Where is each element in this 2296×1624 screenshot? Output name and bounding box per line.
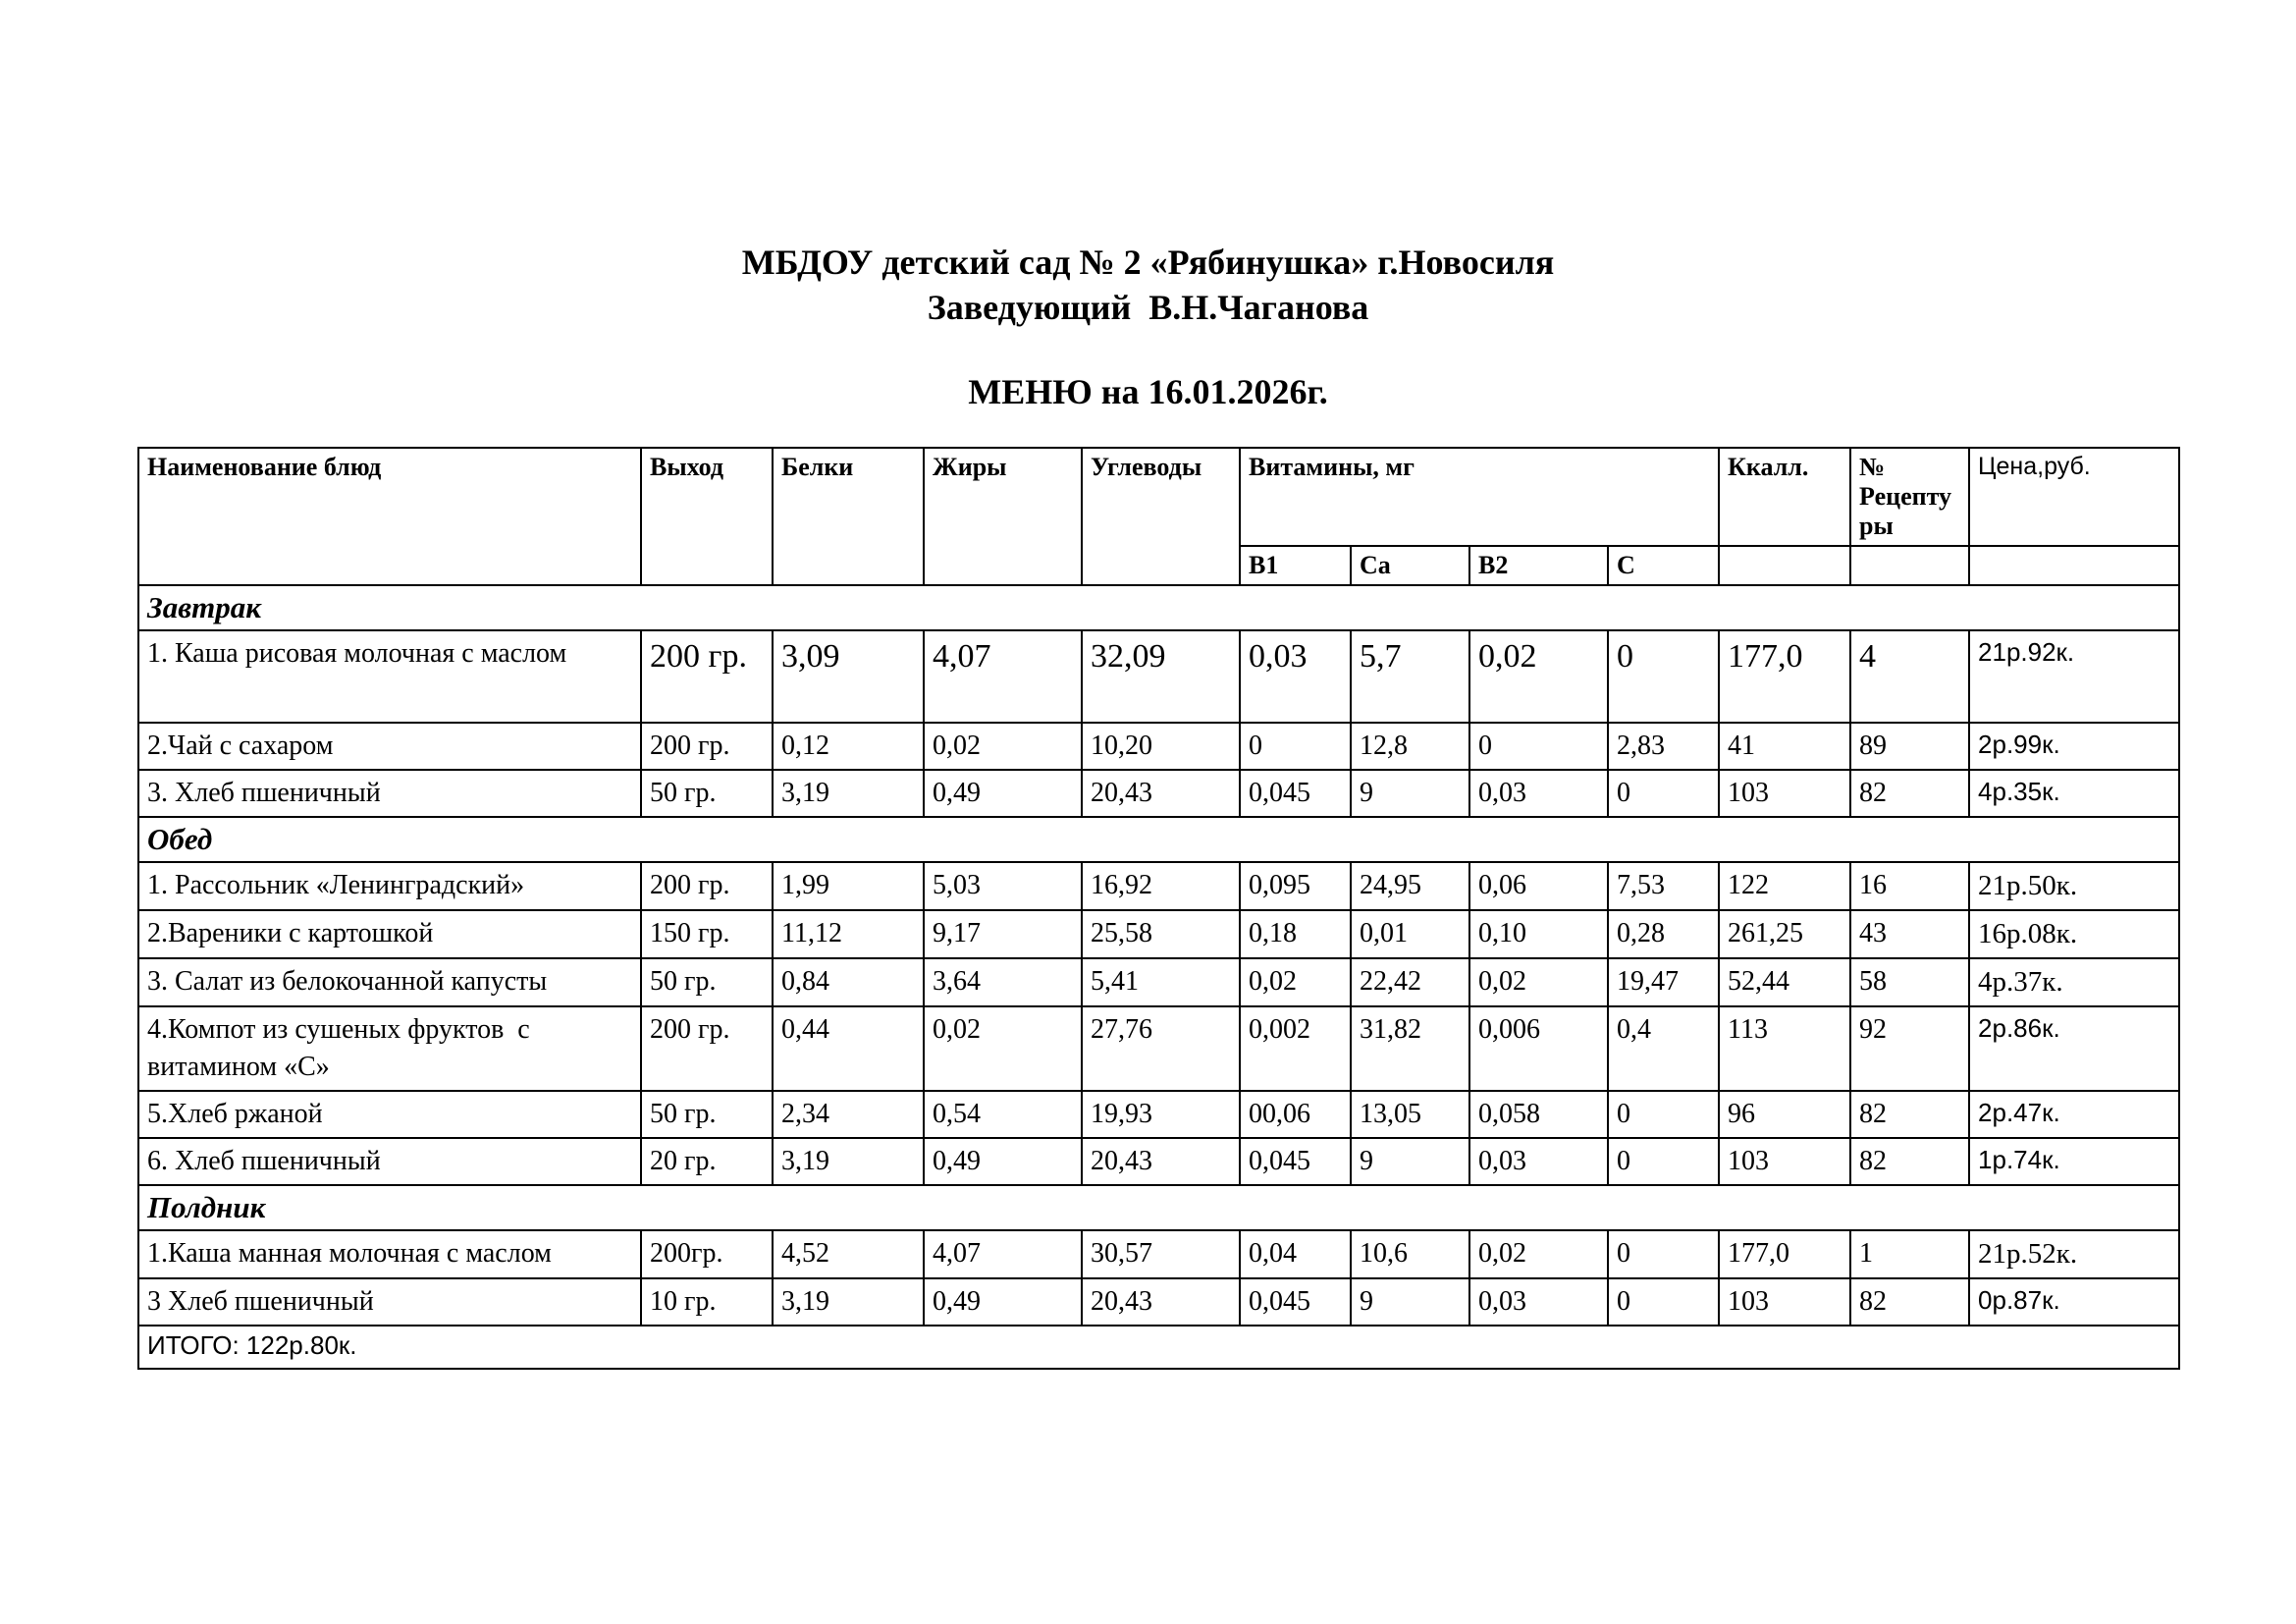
portion-cell: 200 гр. [641,1006,773,1091]
subcolumn-header-ca: Ca [1351,546,1469,585]
value-cell: 103 [1719,1278,1850,1326]
value-cell: 31,82 [1351,1006,1469,1091]
document-title: МБДОУ детский сад № 2 «Рябинушка» г.Новосиля [741,243,1555,282]
portion-cell: 200гр. [641,1230,773,1278]
value-cell: 7,53 [1608,862,1719,910]
value-cell: 82 [1850,1091,1969,1138]
portion-cell: 150 гр. [641,910,773,958]
value-cell: 0,28 [1608,910,1719,958]
value-cell: 177,0 [1719,1230,1850,1278]
table-row [138,1006,2179,1091]
value-cell: 0,10 [1469,910,1608,958]
table-footer [138,1326,2179,1369]
value-cell: 10,20 [1082,723,1240,770]
value-cell: 0,44 [773,1006,924,1091]
value-cell: 20,43 [1082,1138,1240,1185]
portion-cell: 50 гр. [641,1091,773,1138]
value-cell: 261,25 [1719,910,1850,958]
portion-cell: 20 гр. [641,1138,773,1185]
dish-name-cell: 3 Хлеб пшеничный [138,1278,641,1326]
value-cell: 0,49 [924,1278,1082,1326]
empty-subheader-cell [1719,546,1850,585]
value-cell: 103 [1719,1138,1850,1185]
section-title: Полдник [138,1185,2179,1230]
value-cell: 0 [1608,630,1719,723]
section-header-row [138,1185,2179,1230]
value-cell: 0,02 [1469,630,1608,723]
value-cell: 82 [1850,1278,1969,1326]
value-cell: 0 [1240,723,1351,770]
value-cell: 19,47 [1608,958,1719,1006]
value-cell: 3,19 [773,770,924,817]
value-cell: 0,02 [1240,958,1351,1006]
value-cell: 0 [1608,1091,1719,1138]
price-cell: 2р.86к. [1969,1006,2179,1091]
empty-subheader-cell [1969,546,2179,585]
value-cell: 3,64 [924,958,1082,1006]
value-cell: 0,02 [1469,1230,1608,1278]
table-row [138,1091,2179,1138]
price-cell: 4р.35к. [1969,770,2179,817]
dish-name-cell: 2.Чай с сахаром [138,723,641,770]
total-row [138,1326,2179,1369]
value-cell: 5,03 [924,862,1082,910]
column-header-recipe-number: № Рецептуры [1850,448,1969,546]
portion-cell: 50 гр. [641,958,773,1006]
dish-name-cell: 6. Хлеб пшеничный [138,1138,641,1185]
value-cell: 0 [1608,1230,1719,1278]
value-cell: 103 [1719,770,1850,817]
value-cell: 2,83 [1608,723,1719,770]
dish-name-cell: 3. Салат из белокочанной капусты [138,958,641,1006]
value-cell: 32,09 [1082,630,1240,723]
value-cell: 41 [1719,723,1850,770]
value-cell: 0,02 [924,723,1082,770]
value-cell: 0 [1469,723,1608,770]
document-subtitle: Заведующий В.Н.Чаганова [927,288,1369,327]
value-cell: 0,06 [1469,862,1608,910]
value-cell: 0,54 [924,1091,1082,1138]
price-cell: 21р.92к. [1969,630,2179,723]
menu-table [137,447,2180,1370]
price-cell: 21р.52к. [1969,1230,2179,1278]
price-cell: 21р.50к. [1969,862,2179,910]
value-cell: 4,07 [924,1230,1082,1278]
subcolumn-header-c: C [1608,546,1719,585]
table-header [138,448,2179,585]
section-title: Завтрак [138,585,2179,630]
value-cell: 3,09 [773,630,924,723]
value-cell: 9 [1351,1138,1469,1185]
section-header-row [138,585,2179,630]
value-cell: 00,06 [1240,1091,1351,1138]
value-cell: 0,03 [1240,630,1351,723]
dish-name-cell: 1. Каша рисовая молочная с маслом [138,630,641,723]
dish-name-cell: 1. Рассольник «Ленинградский» [138,862,641,910]
value-cell: 4 [1850,630,1969,723]
column-header-kcal: Ккалл. [1719,448,1850,546]
value-cell: 11,12 [773,910,924,958]
value-cell: 0,18 [1240,910,1351,958]
portion-cell: 200 гр. [641,630,773,723]
section-title: Обед [138,817,2179,862]
price-cell: 1р.74к. [1969,1138,2179,1185]
value-cell: 10,6 [1351,1230,1469,1278]
dish-name-cell: 5.Хлеб ржаной [138,1091,641,1138]
table-row [138,1230,2179,1278]
column-header-vitamins: Витамины, мг [1240,448,1719,546]
value-cell: 0,006 [1469,1006,1608,1091]
value-cell: 2,34 [773,1091,924,1138]
price-cell: 16р.08к. [1969,910,2179,958]
value-cell: 58 [1850,958,1969,1006]
value-cell: 0,49 [924,770,1082,817]
value-cell: 0,12 [773,723,924,770]
value-cell: 89 [1850,723,1969,770]
value-cell: 9 [1351,770,1469,817]
table-row [138,862,2179,910]
value-cell: 0,49 [924,1138,1082,1185]
table-row [138,910,2179,958]
value-cell: 3,19 [773,1278,924,1326]
value-cell: 92 [1850,1006,1969,1091]
value-cell: 13,05 [1351,1091,1469,1138]
value-cell: 1 [1850,1230,1969,1278]
column-header-price: Цена,руб. [1969,448,2179,546]
table-body [138,585,2179,1326]
value-cell: 1,99 [773,862,924,910]
value-cell: 4,07 [924,630,1082,723]
value-cell: 16,92 [1082,862,1240,910]
table-row [138,1138,2179,1185]
subcolumn-header-b1: B1 [1240,546,1351,585]
value-cell: 0,045 [1240,1278,1351,1326]
price-cell: 0р.87к. [1969,1278,2179,1326]
value-cell: 9 [1351,1278,1469,1326]
column-header-carbs: Углеводы [1082,448,1240,585]
value-cell: 0,02 [1469,958,1608,1006]
price-cell: 2р.47к. [1969,1091,2179,1138]
value-cell: 19,93 [1082,1091,1240,1138]
value-cell: 0,04 [1240,1230,1351,1278]
value-cell: 96 [1719,1091,1850,1138]
value-cell: 0 [1608,770,1719,817]
menu-date-title: МЕНЮ на 16.01.2026г. [968,372,1328,411]
subcolumn-header-b2: B2 [1469,546,1608,585]
value-cell: 0 [1608,1138,1719,1185]
table-row [138,770,2179,817]
portion-cell: 50 гр. [641,770,773,817]
table-row [138,1278,2179,1326]
header-row-main [138,448,2179,546]
value-cell: 52,44 [1719,958,1850,1006]
value-cell: 25,58 [1082,910,1240,958]
value-cell: 82 [1850,770,1969,817]
empty-subheader-cell [1850,546,1969,585]
value-cell: 5,7 [1351,630,1469,723]
value-cell: 16 [1850,862,1969,910]
column-header-portion: Выход [641,448,773,585]
table-row [138,723,2179,770]
value-cell: 43 [1850,910,1969,958]
value-cell: 0,03 [1469,1278,1608,1326]
value-cell: 22,42 [1351,958,1469,1006]
price-cell: 4р.37к. [1969,958,2179,1006]
value-cell: 24,95 [1351,862,1469,910]
value-cell: 5,41 [1082,958,1240,1006]
value-cell: 9,17 [924,910,1082,958]
value-cell: 0,045 [1240,1138,1351,1185]
value-cell: 0,002 [1240,1006,1351,1091]
value-cell: 0,058 [1469,1091,1608,1138]
dish-name-cell: 3. Хлеб пшеничный [138,770,641,817]
column-header-fats: Жиры [924,448,1082,585]
value-cell: 0 [1608,1278,1719,1326]
value-cell: 0,01 [1351,910,1469,958]
value-cell: 20,43 [1082,770,1240,817]
table-row [138,958,2179,1006]
total-cell: ИТОГО: 122р.80к. [138,1326,2179,1369]
value-cell: 27,76 [1082,1006,1240,1091]
value-cell: 0,03 [1469,770,1608,817]
value-cell: 113 [1719,1006,1850,1091]
table-row [138,630,2179,723]
portion-cell: 200 гр. [641,862,773,910]
value-cell: 0,045 [1240,770,1351,817]
portion-cell: 10 гр. [641,1278,773,1326]
value-cell: 4,52 [773,1230,924,1278]
column-header-proteins: Белки [773,448,924,585]
value-cell: 82 [1850,1138,1969,1185]
value-cell: 0,84 [773,958,924,1006]
price-cell: 2р.99к. [1969,723,2179,770]
dish-name-cell: 1.Каша манная молочная с маслом [138,1230,641,1278]
value-cell: 122 [1719,862,1850,910]
value-cell: 0,4 [1608,1006,1719,1091]
column-header-dish: Наименование блюд [138,448,641,585]
portion-cell: 200 гр. [641,723,773,770]
value-cell: 0,095 [1240,862,1351,910]
value-cell: 0,02 [924,1006,1082,1091]
value-cell: 30,57 [1082,1230,1240,1278]
value-cell: 177,0 [1719,630,1850,723]
dish-name-cell: 2.Вареники с картошкой [138,910,641,958]
value-cell: 20,43 [1082,1278,1240,1326]
value-cell: 12,8 [1351,723,1469,770]
value-cell: 0,03 [1469,1138,1608,1185]
value-cell: 3,19 [773,1138,924,1185]
dish-name-cell: 4.Компот из сушеных фруктов с витамином «С» [138,1006,641,1091]
section-header-row [138,817,2179,862]
